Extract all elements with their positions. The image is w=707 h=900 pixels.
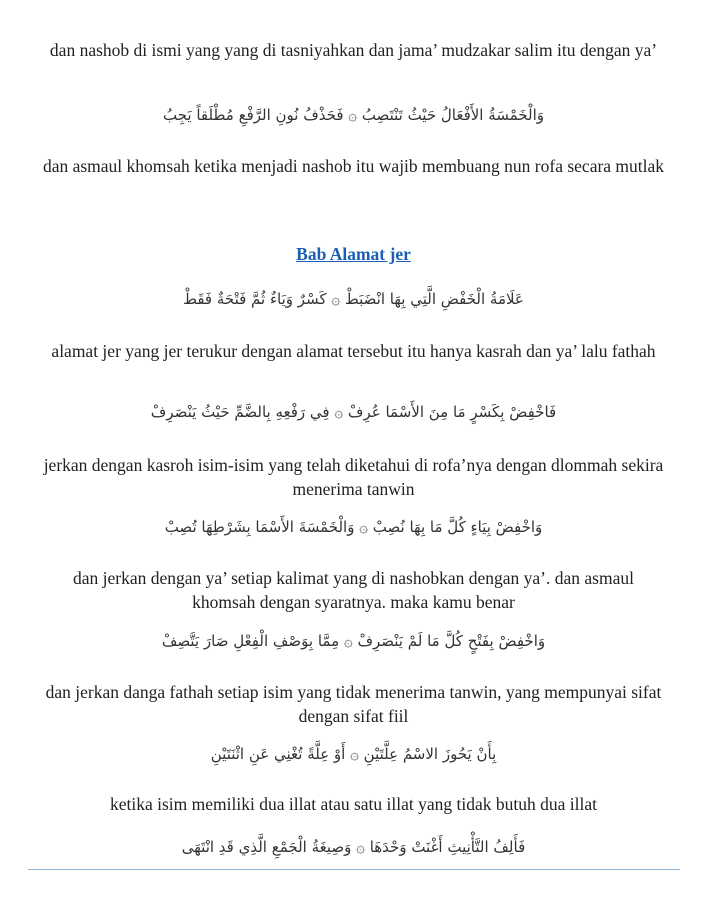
translation-text: dan nashob di ismi yang yang di tasniyahkan dan jama’ mudzakar salim itu dengan ya’ <box>49 40 658 60</box>
translation-text: dan jerkan dengan ya’ setiap kalimat yang di nashobkan dengan ya’. dan asmaul khomsah dengan syaratnya. maka kamu benar <box>73 568 634 612</box>
translation-text: dan asmaul khomsah ketika menjadi nashob itu wajib membuang nun rofa secara mutlak <box>42 156 665 176</box>
arabic-verse: فَاخْفِضْ بِكَسْرٍ مَا مِنَ الأَسْمَا عُرِفْ ۞ فِي رَفْعِهِ بِالضَّمِّ حَيْثُ يَنْصَرِفْ <box>150 403 557 421</box>
translation-text: jerkan dengan kasroh isim-isim yang telah diketahui di rofa’nya dengan dlommah sekira menerima tanwin <box>43 455 664 499</box>
translation-text: alamat jer yang jer terukur dengan alamat tersebut itu hanya kasrah dan ya’ lalu fathah <box>51 341 656 361</box>
arabic-verse: عَلَامَةُ الْخَفْضِ الَّتِي بِهَا انْضَبَطْ ۞ كَسْرٌ وَيَاءٌ ثُمَّ فَتْحَةٌ فَقَطْ <box>183 290 524 308</box>
arabic-verse: وَاخْفِضْ بِفَتْحٍ كُلَّ مَا لَمْ يَنْصَرِفْ ۞ مِمَّا بِوَصْفِ الْفِعْلِ صَارَ يَتَّصِفْ <box>161 632 546 650</box>
translation-text: ketika isim memiliki dua illat atau satu illat yang tidak butuh dua illat <box>110 794 597 814</box>
arabic-verse: بِأَنْ يَحُوزَ الاسْمُ عِلَّتَيْنِ ۞ أَوْ عِلَّةً تُغْنِي عَنِ اثْنَتَيْنِ <box>210 745 497 763</box>
translation-text: dan jerkan danga fathah setiap isim yang tidak menerima tanwin, yang mempunyai sifat dengan sifat fiil <box>45 682 662 726</box>
arabic-verse: وَالْخَمْسَةُ الأَفْعَالُ حَيْثُ تَنْتَصِبُ ۞ فَحَذْفُ نُونِ الرَّفْعِ مُطْلَقاً يَجِبُ <box>163 106 544 124</box>
arabic-verse: وَاخْفِضْ بِيَاءٍ كُلَّ مَا بِهَا نُصِبْ ۞ وَالْخَمْسَةَ الأَسْمَا بِشَرْطِهَا تُصِبْ <box>164 518 543 536</box>
arabic-verse: فَأَلِفُ التَّأْنِيثِ أَغْنَتْ وَحْدَهَا ۞ وَصِيغَةُ الْجَمْعِ الَّذِي قَدِ انْتَهَى <box>181 838 526 856</box>
section-heading: Bab Alamat jer <box>296 244 411 264</box>
footer-divider <box>28 869 680 870</box>
